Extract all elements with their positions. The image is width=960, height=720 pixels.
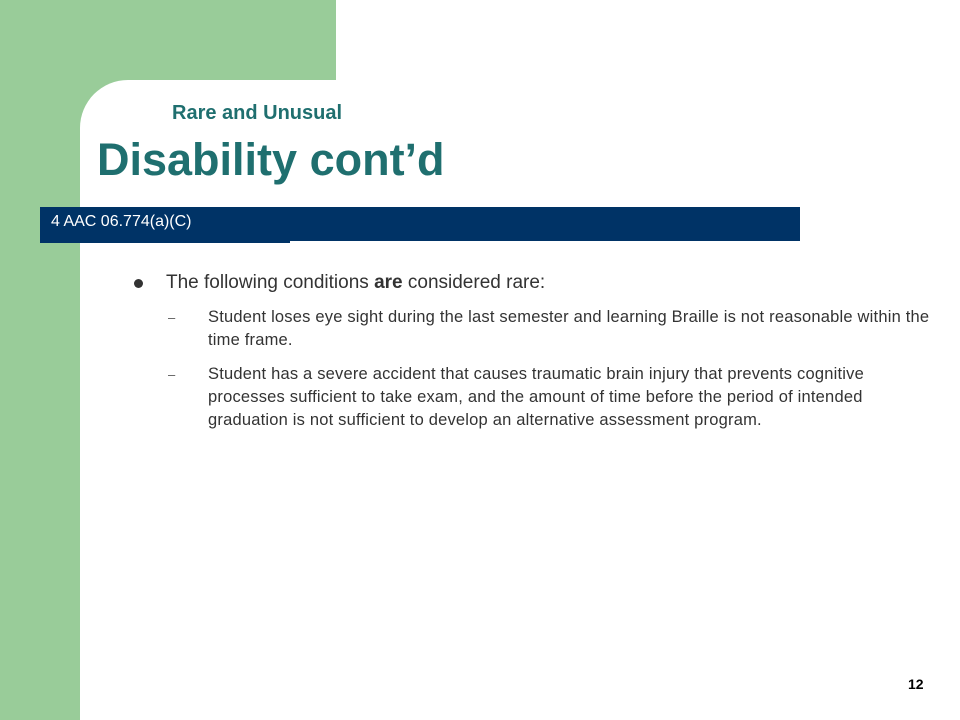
sub-bullet-text: Student loses eye sight during the last semester and learning Braille is not reasonable within the time frame. xyxy=(208,308,930,349)
bullet-text-prefix: The following conditions xyxy=(166,272,375,293)
slide-body xyxy=(130,270,930,443)
slide-subtitle: Rare and Unusual xyxy=(172,102,343,124)
bullet-dot-icon xyxy=(134,279,143,288)
bullet-text-emphasis: are xyxy=(374,272,403,293)
page-number: 12 xyxy=(908,676,924,692)
bullet-item xyxy=(130,270,930,296)
sub-bullet-list xyxy=(130,306,930,432)
sub-bullet-text: Student has a severe accident that causes traumatic brain injury that prevents cognitive processes sufficient to take exam, and the amount of time before the period of intended graduation is not sufficient to develop an alternative assessment program. xyxy=(208,365,864,429)
reference-code: 4 AAC 06.774(a)(C) xyxy=(51,213,192,230)
banner-underline xyxy=(40,239,290,243)
sub-bullet-item xyxy=(168,363,930,432)
dash-icon: – xyxy=(168,367,176,382)
bullet-text-suffix: considered rare: xyxy=(402,272,546,293)
slide-title: Disability cont’d xyxy=(97,134,445,185)
sub-bullet-item xyxy=(168,306,930,352)
dash-icon: – xyxy=(168,310,176,325)
